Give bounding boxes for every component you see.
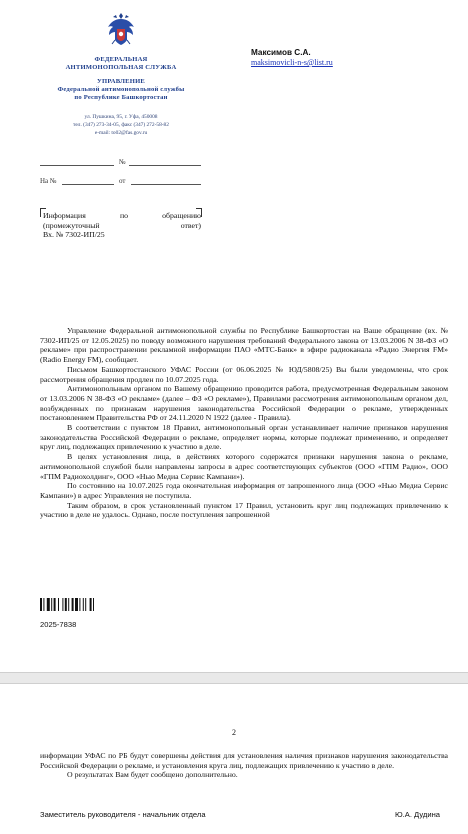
org-email: e-mail: to02@fas.gov.ru bbox=[94, 130, 148, 136]
page2-body bbox=[40, 751, 448, 780]
org-phones: тел. (347) 273-34-05, факс (347) 272-58-82 bbox=[73, 122, 169, 128]
body-paragraph: О результатах Вам будет сообщено дополнительно. bbox=[67, 770, 238, 780]
letter-body bbox=[40, 326, 448, 520]
body-paragraph: В соответствии с пунктом 18 Правил, антимонопольный орган устанавливает наличие признаков нарушения законодательства Российской Федерации о рекламе, определяет нормы, которые подлежат применению, и определяет круг лиц, подлежащих привлечению к участию в деле. bbox=[40, 423, 448, 452]
recipient-block bbox=[251, 48, 333, 68]
subject-block bbox=[43, 211, 201, 240]
subject-word: ответ) bbox=[180, 220, 201, 230]
russian-coat-of-arms-icon bbox=[104, 10, 138, 48]
subject-word: по bbox=[119, 211, 129, 220]
letter-page-2 bbox=[0, 684, 468, 834]
org-dept-line-2: Федеральной антимонопольной службы bbox=[57, 86, 185, 93]
reference-date-line bbox=[131, 184, 201, 185]
body-paragraph: Антимонопольным органом по Вашему обращению проводится работа, предусмотренная Федеральным законом от 13.03.2006 N 38-ФЗ «О рекламе» (далее – ФЗ «О рекламе»), Правилами рассмотрения антимонопольным органом дел, возбужденных по признакам нарушения законодательства Российской Федерации о рекламе, утвержденных постановлением Правительства РФ от 24.11.2020 N 1922 (далее - Правила). bbox=[40, 384, 448, 423]
org-name-line-2: АНТИМОНОПОЛЬНАЯ СЛУЖБА bbox=[65, 64, 177, 71]
body-paragraph: Письмом Башкортостанского УФАС России (от 06.06.2025 № ЮД/5808/25) Вы были уведомлены, что срок рассмотрения обращения продлен по 10.07.2025 года. bbox=[40, 364, 448, 384]
subject-word: обращению bbox=[162, 211, 201, 220]
reference-prefix: На № bbox=[40, 177, 57, 185]
org-name-line-1: ФЕДЕРАЛЬНАЯ bbox=[94, 56, 148, 63]
body-paragraph: информации УФАС по РБ будут совершены действия для установления наличия признаков нарушения законодательства Российской Федерации о рекламе, и установления круга лиц, подлежащих привлечению к участию в деле. bbox=[40, 751, 448, 770]
page-number: 2 bbox=[232, 728, 236, 737]
registration-number: 2025-7838 bbox=[40, 620, 77, 629]
page-separator bbox=[0, 672, 468, 684]
number-sign: № bbox=[119, 158, 126, 166]
subject-word: Информация bbox=[43, 211, 86, 220]
outgoing-number-line bbox=[129, 165, 201, 166]
recipient-email-link[interactable]: maksimovicli-n-s@list.ru bbox=[251, 58, 333, 67]
barcode-icon bbox=[40, 598, 110, 611]
org-address: ул. Пушкина, 95, г. Уфа, 450008 bbox=[84, 114, 158, 120]
org-dept-line-3: по Республике Башкортостан bbox=[74, 94, 168, 101]
body-paragraph: Управление Федеральной антимонопольной службы по Республике Башкортостан на Ваше обращение (вх. № 7302-ИП/25 от 12.05.2025) по поводу возможного нарушения требований Федерального закона от 13.03.2006 N 38-ФЗ «О рекламе» при распространении рекламной информации ПАО «МТС-Банк» в эфире радиоканала «Радио Энергия FM» (Radio Energy FM), сообщает. bbox=[40, 326, 448, 365]
subject-word: (промежуточный bbox=[43, 220, 100, 230]
body-paragraph: По состоянию на 10.07.2025 года окончательная информация от запрошенного лица (ООО «Нью Медиа Сервис Кампани») в адрес Управления не поступила. bbox=[40, 481, 448, 500]
body-paragraph: В целях установления лица, в действиях которого содержатся признаки нарушения закона о рекламе, антимонопольной службой были направлены запросы в адрес соответствующих субъектов (ООО «ГПМ Радио», ООО «ГПМ Радиохолдинг», ООО «Нью Медиа Сервис Кампани»). bbox=[40, 452, 448, 481]
reference-number-line bbox=[62, 184, 114, 185]
org-dept-line-1: УПРАВЛЕНИЕ bbox=[96, 78, 146, 85]
recipient-name: Максимов С.А. bbox=[251, 48, 311, 57]
reference-from: от bbox=[119, 177, 126, 185]
signer-title: Заместитель руководителя - начальник отдела bbox=[40, 810, 206, 819]
signer-name: Ю.А. Дудина bbox=[394, 810, 440, 819]
subject-incoming-number: Вх. № 7302-ИП/25 bbox=[43, 230, 105, 240]
body-paragraph: Таким образом, в срок установленный пунктом 17 Правил, установить круг лиц подлежащих привлечению к участию в деле не удалось. Однако, после поступления запрошенной bbox=[40, 500, 448, 520]
outgoing-date-line bbox=[40, 165, 114, 166]
